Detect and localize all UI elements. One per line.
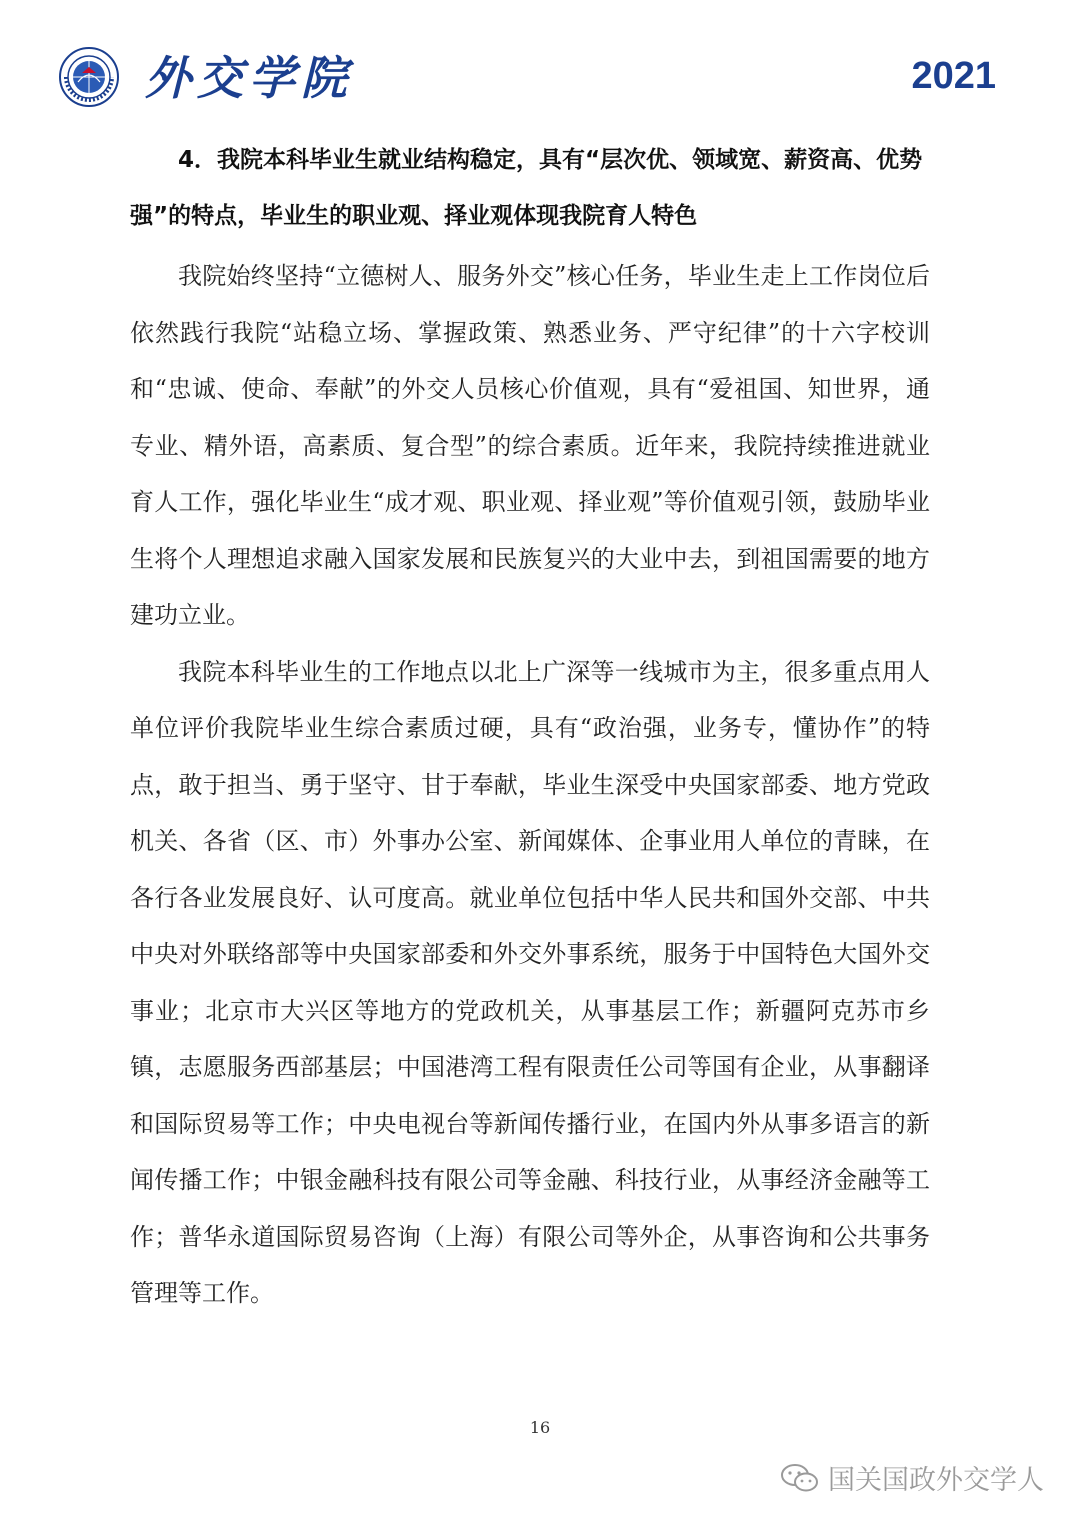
- watermark-text: 国关国政外交学人: [828, 1465, 1044, 1496]
- report-year: 2021: [911, 55, 996, 97]
- section-heading: 4．我院本科毕业生就业结构稳定，具有“层次优、领域宽、薪资高、优势强”的特点，毕业生的职业观、择业观体现我院育人特色: [130, 147, 923, 229]
- body-paragraph: 我院本科毕业生的工作地点以北上广深等一线城市为主，很多重点用人单位评价我院毕业生综合素质过硬，具有“政治强，业务专，懂协作”的特点，敢于担当、勇于坚守、甘于奉献，毕业生深受中央国家部委、地方党政机关、各省（区、市）外事办公室、新闻媒体、企事业用人单位的青睐，在各行各业发展良好、认可度高。就业单位包括中华人民共和国外交部、中共中央对外联络部等中央国家部委和外交外事系统，服务于中国特色大国外交事业；北京市大兴区等地方的党政机关，从事基层工作；新疆阿克苏市乡镇，志愿服务西部基层；中国港湾工程有限责任公司等国有企业，从事翻译和国际贸易等工作；中央电视台等新闻传播行业，在国内外从事多语言的新闻传播工作；中银金融科技有限公司等金融、科技行业，从事经济金融等工作；普华永道国际贸易咨询（上海）有限公司等外企，从事咨询和公共事务管理等工作。: [130, 657, 930, 1307]
- wechat-icon: [780, 1462, 820, 1494]
- watermark: [780, 1458, 1044, 1497]
- body-paragraph: 我院始终坚持“立德树人、服务外交”核心任务，毕业生走上工作岗位后依然践行我院“站稳立场、掌握政策、熟悉业务、严守纪律”的十六字校训和“忠诚、使命、奉献”的外交人员核心价值观，具有“爱祖国、知世界，通专业、精外语，高素质、复合型”的综合素质。近年来，我院持续推进就业育人工作，强化毕业生“成才观、职业观、择业观”等价值观引领，鼓励毕业生将个人理想追求融入国家发展和民族复兴的大业中去，到祖国需要的地方建功立业。: [130, 262, 930, 629]
- page-header: [0, 0, 1080, 120]
- page-content: [130, 132, 930, 1322]
- school-name: 外交学院: [145, 51, 353, 105]
- university-logo-icon: [58, 46, 120, 108]
- page-number: 16: [529, 1418, 551, 1437]
